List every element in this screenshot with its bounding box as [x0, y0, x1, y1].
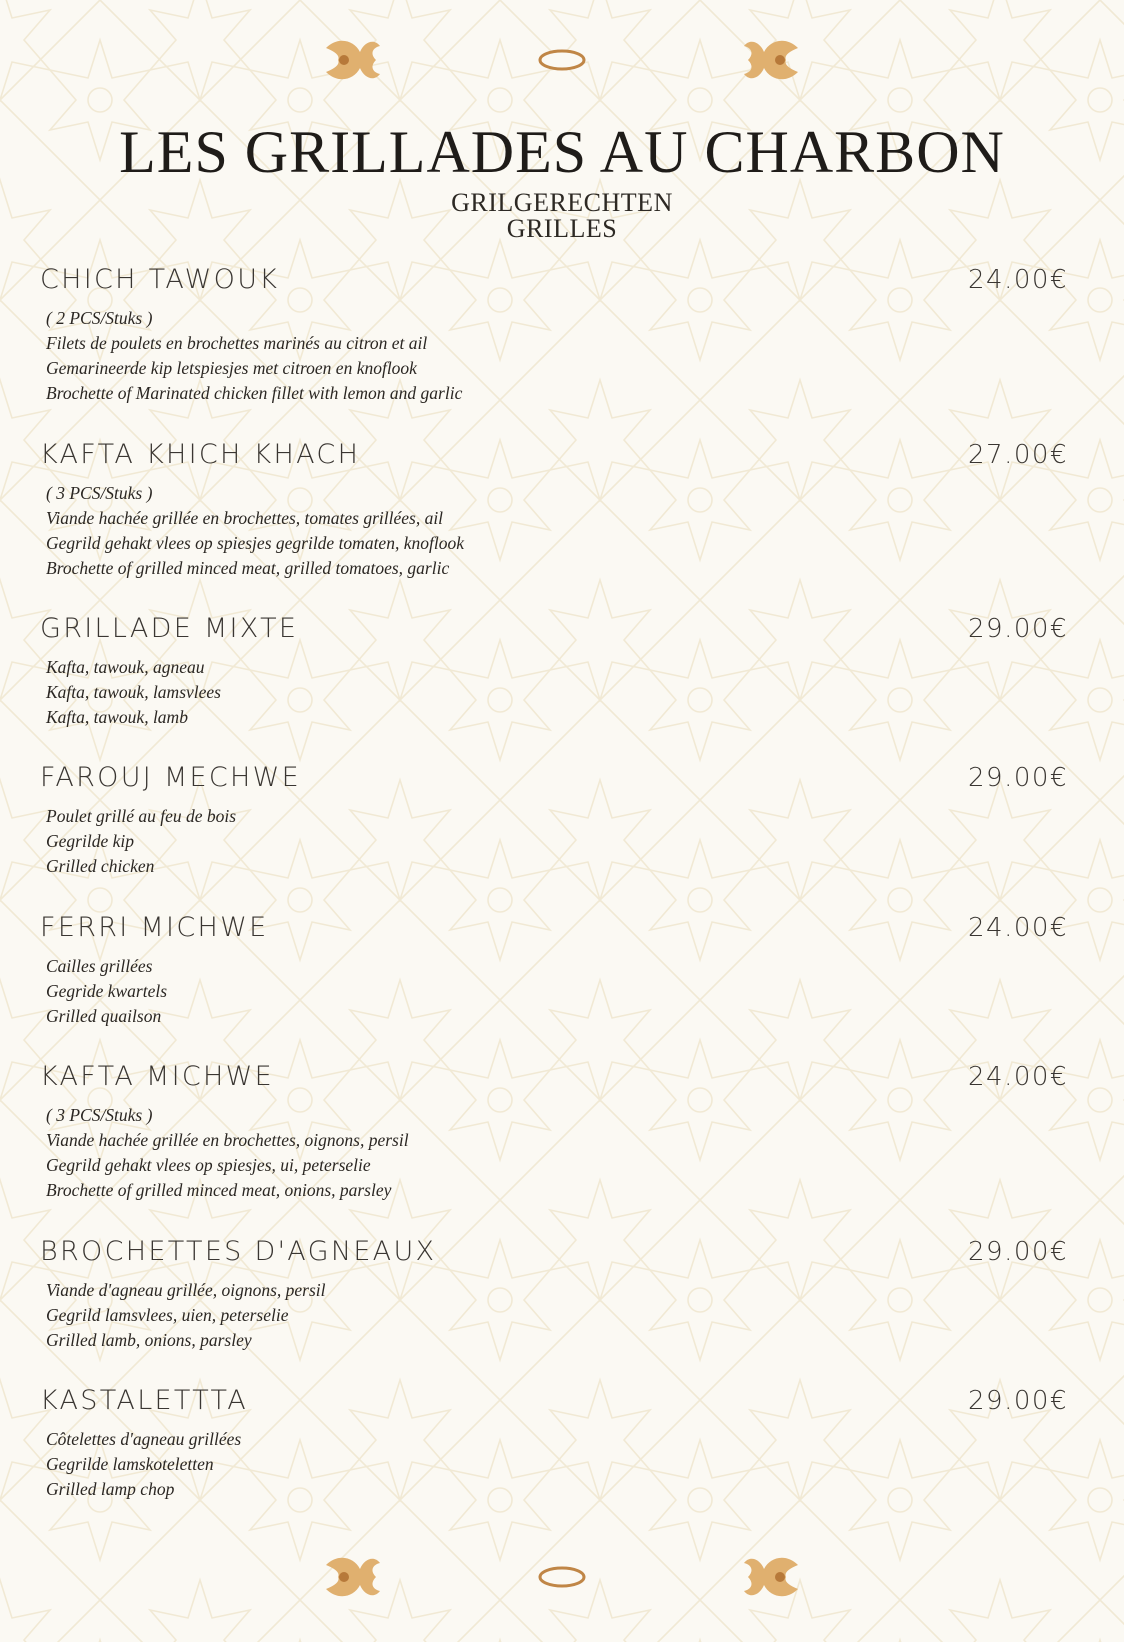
item-description: [46, 804, 236, 879]
item-desc-fr: Viande hachée grillée en brochettes, tomates grillées, ail: [46, 508, 444, 528]
item-description: [46, 481, 464, 581]
item-desc-nl: Gegrild lamsvlees, uien, peterselie: [46, 1305, 289, 1325]
item-desc-fr: Cailles grillées: [46, 956, 153, 976]
item-price: 24.00€: [968, 913, 1068, 943]
item-name: KASTALETTTA: [40, 1385, 249, 1416]
item-description: [46, 954, 167, 1029]
item-desc-nl: Gegride kwartels: [46, 981, 168, 1001]
item-price: 27.00€: [968, 440, 1068, 470]
item-desc-fr: Kafta, tawouk, agneau: [46, 657, 205, 677]
item-desc-en: Grilled lamp chop: [46, 1479, 175, 1499]
item-name: CHICH TAWOUK: [40, 264, 280, 295]
bottom-ornament-icon: [320, 1549, 804, 1605]
item-price: 29.00€: [968, 614, 1068, 644]
item-price: 24.00€: [968, 1062, 1068, 1092]
item-description: [46, 1427, 241, 1502]
item-description: [46, 655, 221, 730]
subtitle-english: GRILLES: [506, 214, 618, 243]
item-name: KAFTA KHICH KHACH: [40, 439, 361, 470]
item-name: KAFTA MICHWE: [40, 1061, 274, 1092]
item-desc-nl: Gegrilde lamskoteletten: [46, 1454, 214, 1474]
item-desc-nl: Kafta, tawouk, lamsvlees: [46, 682, 221, 702]
item-price: 29.00€: [968, 1237, 1068, 1267]
item-desc-en: Brochette of grilled minced meat, onions, parsley: [46, 1180, 392, 1200]
item-portion: ( 3 PCS/Stuks ): [46, 483, 153, 503]
item-description: [46, 306, 462, 406]
item-desc-fr: Viande hachée grillée en brochettes, oignons, persil: [46, 1130, 409, 1150]
item-description: [46, 1278, 326, 1353]
item-desc-en: Grilled lamb, onions, parsley: [46, 1330, 252, 1350]
subtitle-dutch: GRILGERECHTEN: [451, 188, 673, 217]
item-desc-en: Grilled quailson: [46, 1006, 162, 1026]
item-portion: ( 2 PCS/Stuks ): [46, 308, 153, 328]
page-title: LES GRILLADES AU CHARBON: [119, 119, 1005, 185]
item-desc-en: Brochette of Marinated chicken fillet with lemon and garlic: [46, 383, 463, 403]
item-name: GRILLADE MIXTE: [40, 613, 299, 644]
item-desc-nl: Gegrild gehakt vlees op spiesjes, ui, peterselie: [46, 1155, 371, 1175]
item-desc-fr: Poulet grillé au feu de bois: [46, 806, 237, 826]
item-description: [46, 1103, 409, 1203]
item-price: 29.00€: [968, 1386, 1068, 1416]
item-name: BROCHETTES D'AGNEAUX: [40, 1236, 437, 1267]
item-portion: ( 3 PCS/Stuks ): [46, 1105, 153, 1125]
item-name: FAROUJ MECHWE: [40, 762, 302, 793]
item-desc-en: Grilled chicken: [46, 856, 155, 876]
item-name: FERRI MICHWE: [40, 912, 269, 943]
item-desc-nl: Gemarineerde kip letspiesjes met citroen en knoflook: [46, 358, 417, 378]
item-price: 24.00€: [968, 265, 1068, 295]
item-desc-en: Brochette of grilled minced meat, grilled tomatoes, garlic: [46, 558, 450, 578]
top-ornament-icon: [320, 32, 804, 88]
item-desc-nl: Gegrilde kip: [46, 831, 134, 851]
item-desc-fr: Côtelettes d'agneau grillées: [46, 1429, 242, 1449]
item-price: 29.00€: [968, 763, 1068, 793]
item-desc-fr: Viande d'agneau grillée, oignons, persil: [46, 1280, 326, 1300]
item-desc-fr: Filets de poulets en brochettes marinés au citron et ail: [46, 333, 428, 353]
item-desc-nl: Gegrild gehakt vlees op spiesjes gegrilde tomaten, knoflook: [46, 533, 464, 553]
item-desc-en: Kafta, tawouk, lamb: [46, 707, 188, 727]
